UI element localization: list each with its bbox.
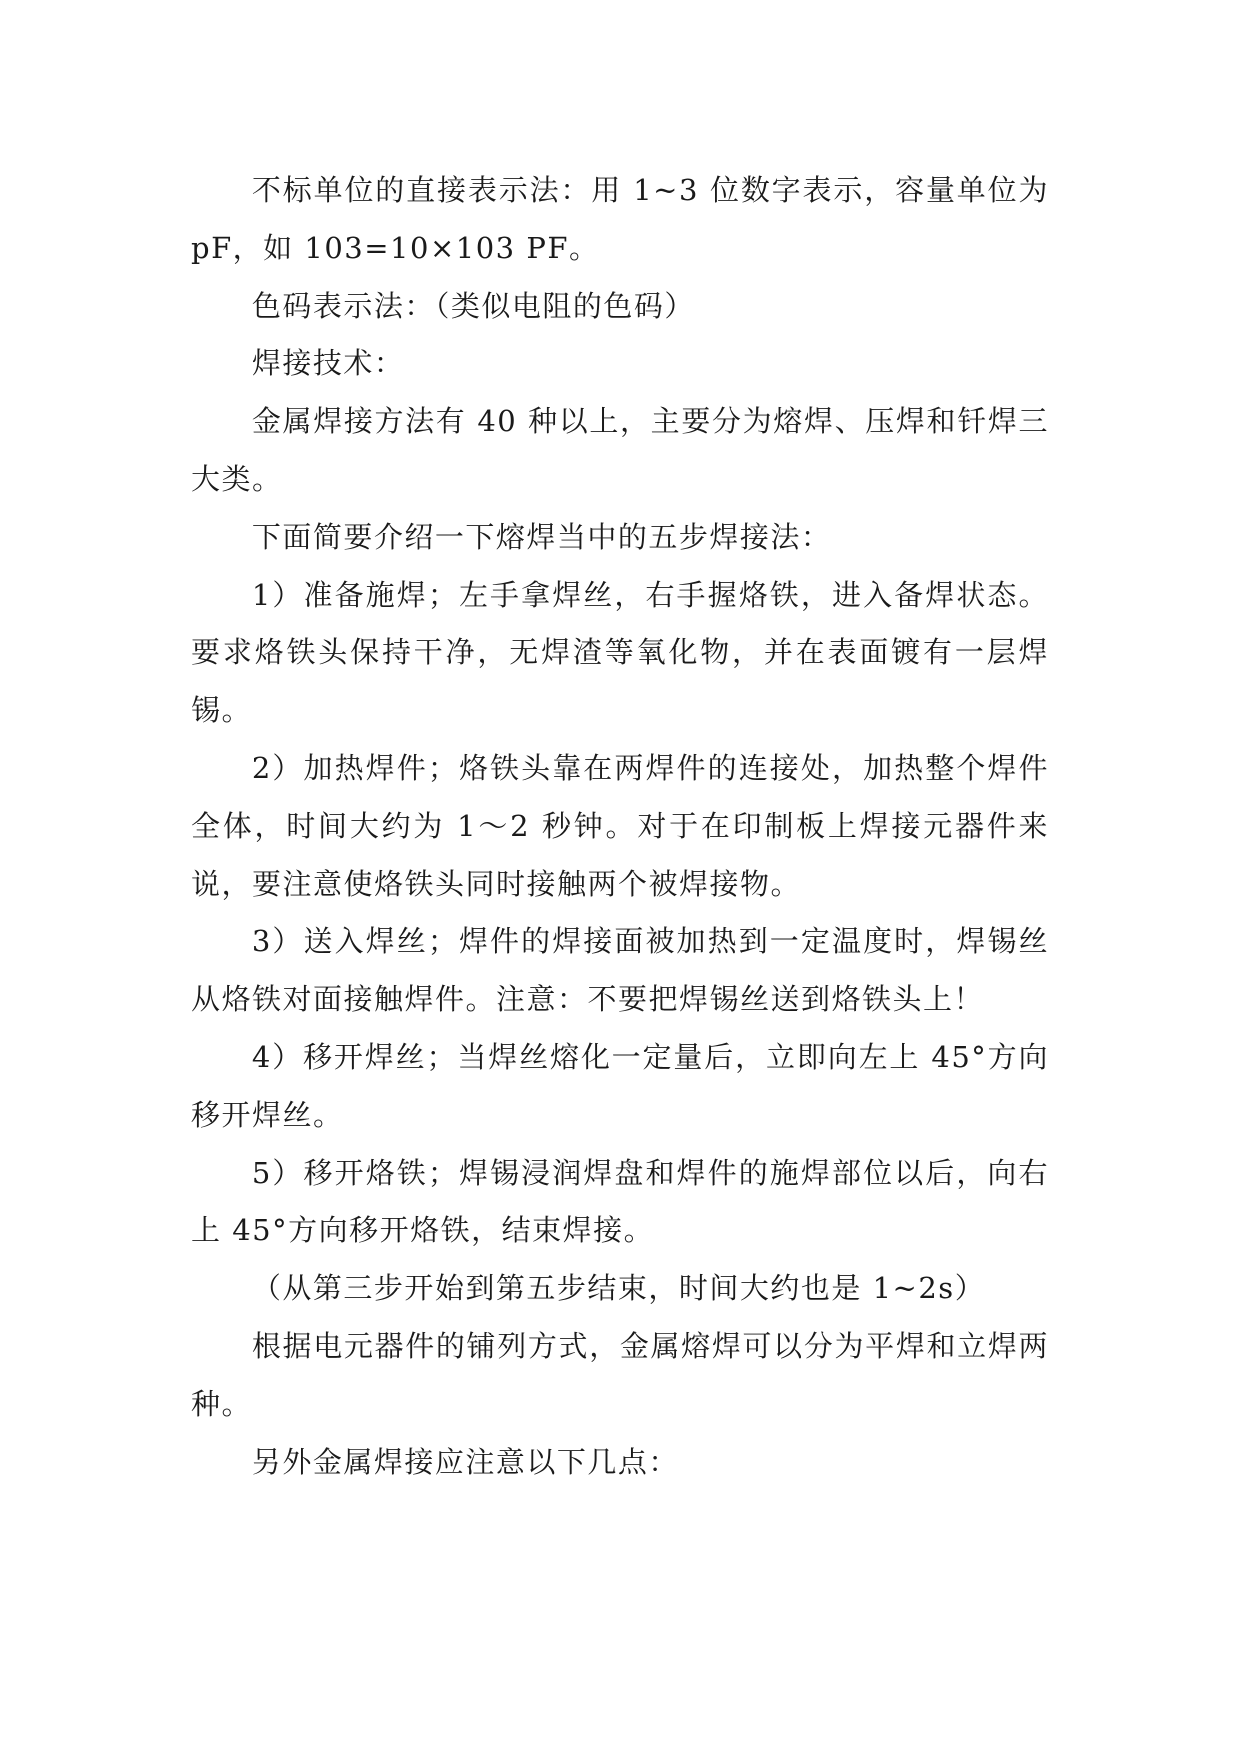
paragraph-welding-methods: 金属焊接方法有 40 种以上，主要分为熔焊、压焊和钎焊三大类。: [191, 404, 1049, 496]
paragraph-capacitor-direct-notation: 不标单位的直接表示法：用 1~3 位数字表示，容量单位为 pF，如 103=10×103 PF。: [191, 173, 1049, 265]
paragraph-step-1: 1）准备施焊；左手拿焊丝，右手握烙铁，进入备焊状态。要求烙铁头保持干净，无焊渣等氧化物，并在表面镀有一层焊锡。: [191, 577, 1049, 728]
paragraph-step-3: 3）送入焊丝；焊件的焊接面被加热到一定温度时，焊锡丝从烙铁对面接触焊件。注意：不要把焊锡丝送到烙铁头上！: [191, 924, 1049, 1017]
paragraph-step-2: 2）加热焊件；烙铁头靠在两焊件的连接处，加热整个焊件全体，时间大约为 1～2 秒钟。对于在印制板上焊接元器件来说，要注意使烙铁头同时接触两个被焊接物。: [191, 750, 1049, 901]
paragraph-step-4: 4）移开焊丝；当焊丝熔化一定量后，立即向左上 45°方向移开焊丝。: [191, 1039, 1049, 1132]
paragraph-welding-technique-heading: 焊接技术：: [251, 346, 405, 381]
document-body: [191, 162, 1049, 1491]
paragraph-color-code-notation: 色码表示法：（类似电阻的色码）: [251, 288, 695, 323]
paragraph-timing-note: （从第三步开始到第五步结束，时间大约也是 1~2s）: [251, 1271, 986, 1306]
paragraph-five-step-intro: 下面简要介绍一下熔焊当中的五步焊接法：: [251, 519, 832, 554]
paragraph-step-5: 5）移开烙铁；焊锡浸润焊盘和焊件的施焊部位以后，向右上 45°方向移开烙铁，结束焊接。: [191, 1155, 1049, 1248]
paragraph-weld-types: 根据电元器件的铺列方式，金属熔焊可以分为平焊和立焊两种。: [191, 1328, 1049, 1421]
paragraph-notes-intro: 另外金属焊接应注意以下几点：: [251, 1444, 679, 1479]
